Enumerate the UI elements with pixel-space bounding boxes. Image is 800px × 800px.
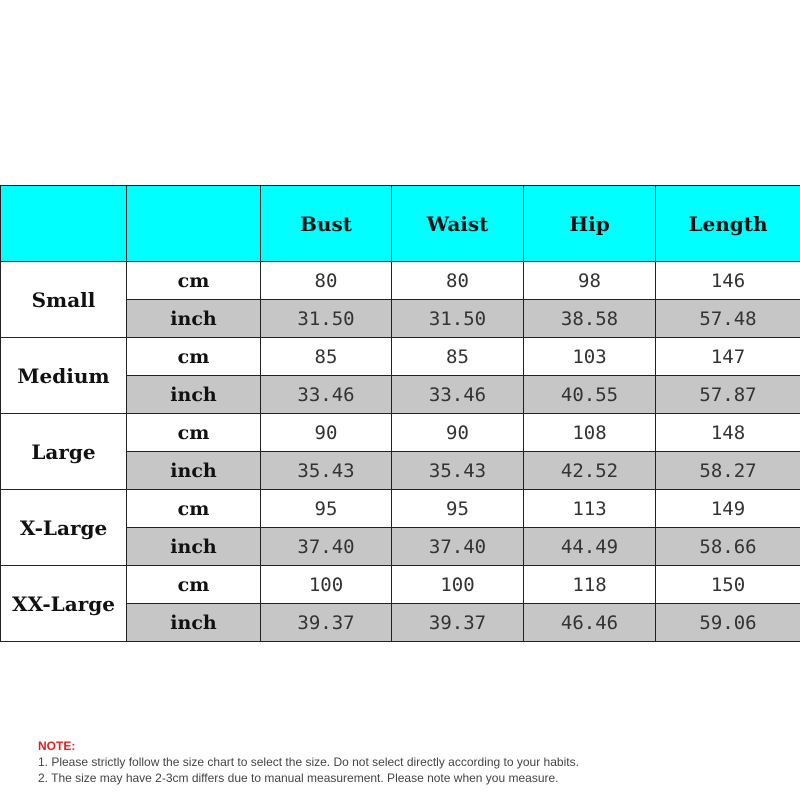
unit-inch-label: inch [127, 604, 261, 642]
bust-cm-value: 100 [261, 566, 392, 604]
unit-inch-label: inch [127, 376, 261, 414]
waist-inch-value: 35.43 [392, 452, 524, 490]
bust-inch-value: 33.46 [261, 376, 392, 414]
hip-cm-value: 103 [524, 338, 656, 376]
size-chart-table [0, 185, 800, 642]
size-label-small: Small [1, 262, 127, 338]
waist-inch-value: 39.37 [392, 604, 524, 642]
bust-cm-value: 90 [261, 414, 392, 452]
table-row [1, 262, 800, 300]
length-cm-value: 149 [656, 490, 800, 528]
header-row [1, 186, 800, 262]
length-cm-value: 146 [656, 262, 800, 300]
waist-cm-value: 80 [392, 262, 524, 300]
size-label-large: Large [1, 414, 127, 490]
length-inch-value: 59.06 [656, 604, 800, 642]
note-block [38, 738, 579, 786]
unit-cm-label: cm [127, 490, 261, 528]
bust-inch-value: 31.50 [261, 300, 392, 338]
table-row [1, 490, 800, 528]
size-label-x-large: X-Large [1, 490, 127, 566]
length-inch-value: 58.27 [656, 452, 800, 490]
length-inch-value: 57.48 [656, 300, 800, 338]
unit-cm-label: cm [127, 566, 261, 604]
header-bust: Bust [261, 186, 392, 262]
table-row [1, 338, 800, 376]
waist-inch-value: 33.46 [392, 376, 524, 414]
size-label-xx-large: XX-Large [1, 566, 127, 642]
waist-cm-value: 100 [392, 566, 524, 604]
header-length: Length [656, 186, 800, 262]
waist-cm-value: 95 [392, 490, 524, 528]
header-hip: Hip [524, 186, 656, 262]
header-waist: Waist [392, 186, 524, 262]
waist-cm-value: 90 [392, 414, 524, 452]
hip-inch-value: 38.58 [524, 300, 656, 338]
size-label-medium: Medium [1, 338, 127, 414]
note-line-2: 2. The size may have 2-3cm differs due to manual measurement. Please note when you measure. [38, 771, 559, 785]
unit-cm-label: cm [127, 338, 261, 376]
unit-cm-label: cm [127, 414, 261, 452]
hip-inch-value: 42.52 [524, 452, 656, 490]
length-cm-value: 150 [656, 566, 800, 604]
table-row [1, 414, 800, 452]
length-inch-value: 58.66 [656, 528, 800, 566]
bust-cm-value: 95 [261, 490, 392, 528]
note-line-1: 1. Please strictly follow the size chart to select the size. Do not select directly according to your habits. [38, 755, 579, 769]
bust-inch-value: 39.37 [261, 604, 392, 642]
table-row [1, 566, 800, 604]
bust-inch-value: 35.43 [261, 452, 392, 490]
bust-inch-value: 37.40 [261, 528, 392, 566]
waist-cm-value: 85 [392, 338, 524, 376]
hip-cm-value: 98 [524, 262, 656, 300]
hip-inch-value: 46.46 [524, 604, 656, 642]
unit-inch-label: inch [127, 300, 261, 338]
unit-inch-label: inch [127, 528, 261, 566]
note-title: NOTE: [38, 739, 76, 753]
unit-cm-label: cm [127, 262, 261, 300]
header-corner-cell [1, 186, 127, 262]
unit-inch-label: inch [127, 452, 261, 490]
header-unit-cell [127, 186, 261, 262]
length-inch-value: 57.87 [656, 376, 800, 414]
waist-inch-value: 31.50 [392, 300, 524, 338]
hip-cm-value: 108 [524, 414, 656, 452]
waist-inch-value: 37.40 [392, 528, 524, 566]
bust-cm-value: 80 [261, 262, 392, 300]
hip-inch-value: 40.55 [524, 376, 656, 414]
length-cm-value: 147 [656, 338, 800, 376]
hip-cm-value: 113 [524, 490, 656, 528]
length-cm-value: 148 [656, 414, 800, 452]
hip-inch-value: 44.49 [524, 528, 656, 566]
hip-cm-value: 118 [524, 566, 656, 604]
bust-cm-value: 85 [261, 338, 392, 376]
